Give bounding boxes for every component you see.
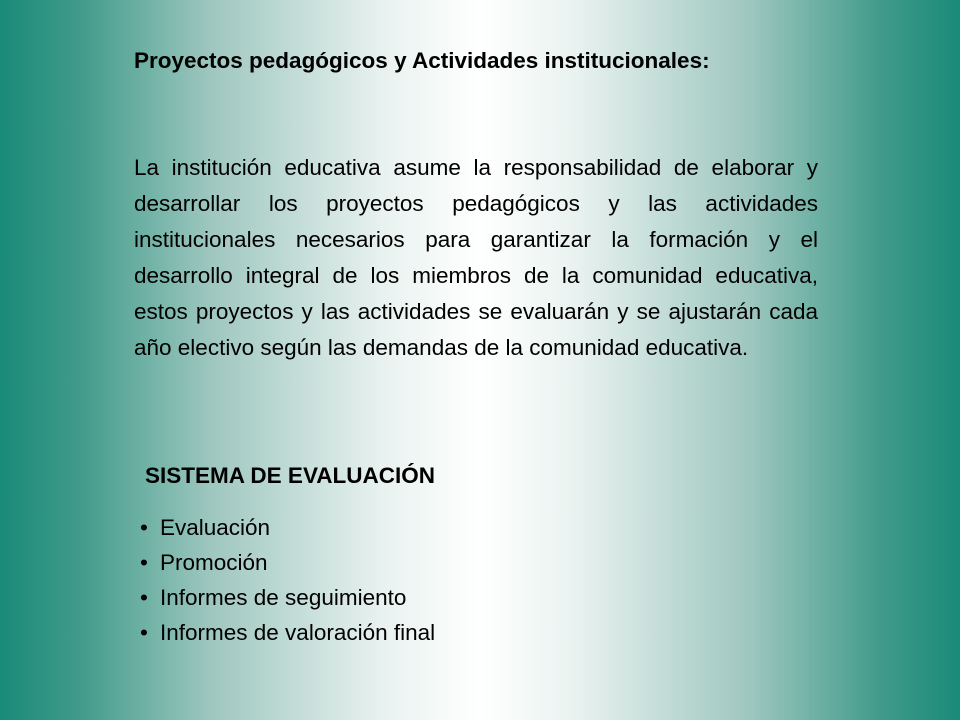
list-item-label: Informes de valoración final [160, 620, 436, 645]
list-item [140, 510, 435, 545]
list-item-label: Promoción [160, 550, 268, 575]
list-item-label: Informes de seguimiento [160, 585, 407, 610]
bullet-icon: • [140, 515, 148, 540]
bullet-icon: • [140, 620, 148, 645]
bullet-icon: • [140, 550, 148, 575]
bullet-icon: • [140, 585, 148, 610]
section-title: Proyectos pedagógicos y Actividades institucionales: [134, 48, 710, 73]
list-item [140, 580, 435, 615]
list-item [140, 545, 435, 580]
list-item-label: Evaluación [160, 515, 271, 540]
list-item [140, 615, 435, 650]
body-paragraph: La institución educativa asume la responsabilidad de elaborar y desarrollar los proyectos pedagógicos y las actividades institucionales necesarios para garantizar la formación y el desarrollo integral de los miembros de la comunidad educativa, estos proyectos y las actividades se evaluarán y se ajustarán cada año electivo según las demandas de la comunidad educativa. [134, 155, 818, 360]
evaluation-list [140, 510, 435, 650]
evaluation-title: SISTEMA DE EVALUACIÓN [145, 463, 436, 488]
